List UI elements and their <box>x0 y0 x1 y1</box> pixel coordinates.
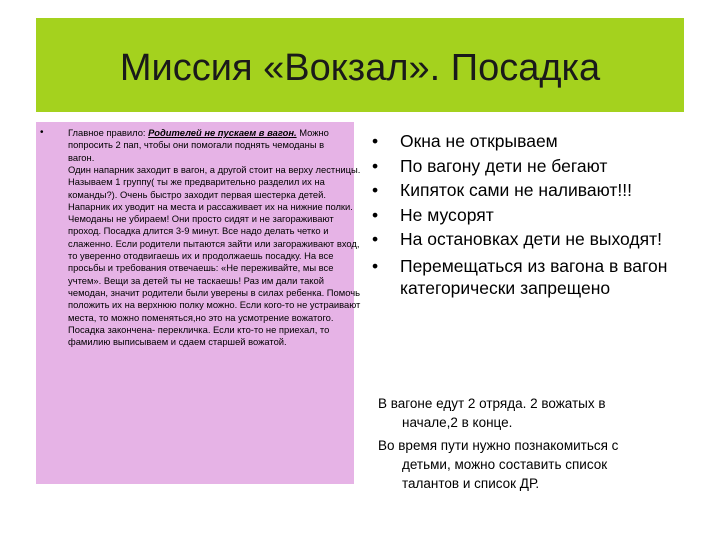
list-item <box>372 130 682 153</box>
rules-list <box>372 130 682 302</box>
rule-rest: Можно попросить 2 пап, чтобы они помогали поднять чемоданы в вагон. <box>68 127 329 163</box>
bullet: • <box>372 131 379 151</box>
note-line: В вагоне едут 2 отряда. 2 вожатых в <box>378 396 606 411</box>
list-item-text: Перемещаться из вагона в вагон категорически запрещено <box>400 255 668 298</box>
bullet: • <box>372 204 379 225</box>
rule-prefix: Главное правило: <box>68 127 149 138</box>
list-item <box>372 255 682 300</box>
left-bullet: • <box>40 127 44 138</box>
list-item-text: На остановках дети не выходят! <box>400 229 662 249</box>
boarding-paragraph: Один напарник заходит в вагон, а другой стоит на верху лестницы. Называем 1 группу( ты же предварительно разделил их на команды?). Очень быстро заходит первая шестерка детей. Напарник их уводит на места и рассаживает их на нижние полки. Чемоданы не убираем! Они просто сидят и не загораживают проход. Посадка длится 3-9 минут. Все надо делать четко и слаженно. Если родители пытаются зайти или загораживают вход, то уверенно отодвигаешь их и продолжаешь посадку. На все просьбы и требования отвечаешь: «Не переживайте, мы все учтем». Вещи за детей ты не таскаешь! Раз им дали такой чемодан, значит родители были уверены в силах ребенка. Помочь положить их на верхнюю полку можно. Если кого-то не устраивают места, то можно поменяться,но это на усмотрение вожатого. Посадка закончена- перекличка. Если кто-то не приехал, то фамилию выписываем и сдаем старшей вожатой. <box>68 164 361 348</box>
note-line: талантов и список ДР. <box>402 476 540 491</box>
list-item-text: Окна не открываем <box>400 131 558 151</box>
list-item-text: По вагону дети не бегают <box>400 155 608 176</box>
note-counselors <box>378 394 678 432</box>
list-item <box>372 228 682 251</box>
bullet: • <box>372 229 379 249</box>
list-item <box>372 204 682 227</box>
rule-emphasis: Родителей не пускаем в вагон. <box>148 127 297 138</box>
slide-title: Миссия «Вокзал». Посадка <box>119 47 601 89</box>
note-line: детьми, можно составить список <box>402 457 608 472</box>
title-bar <box>36 18 684 112</box>
list-item <box>372 179 682 202</box>
note-line: Во время пути нужно познакомиться с <box>378 438 619 453</box>
bullet: • <box>372 155 379 176</box>
note-travel <box>378 436 678 493</box>
list-item-text: Кипяток сами не наливают!!! <box>400 180 632 200</box>
main-rule <box>68 127 348 164</box>
list-item <box>372 155 682 178</box>
bullet: • <box>372 180 379 200</box>
note-line: начале,2 в конце. <box>402 415 513 430</box>
left-text-box <box>36 122 361 484</box>
bullet: • <box>372 255 379 276</box>
list-item-text: Не мусорят <box>400 204 494 225</box>
